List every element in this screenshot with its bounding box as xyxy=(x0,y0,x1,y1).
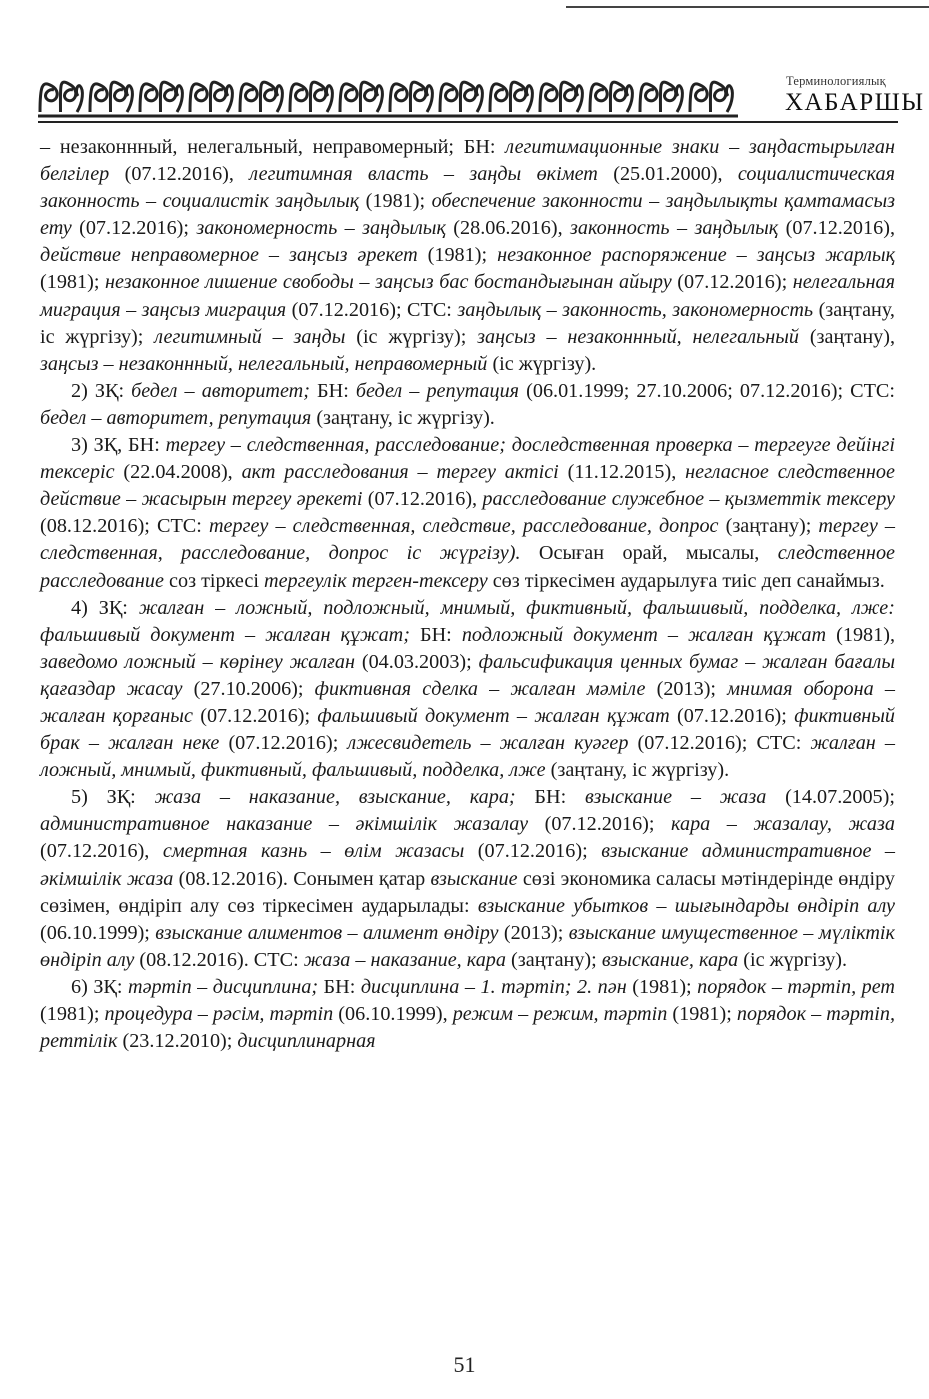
italic-term: дисциплина – 1. тәртіп; 2. пән xyxy=(360,975,627,998)
text-run: (28.06.2016), xyxy=(445,217,571,240)
italic-term: режим – режим, тәртіп xyxy=(452,1003,668,1025)
italic-term: кара – жазалау, жаза xyxy=(671,813,895,836)
ornament-band xyxy=(38,72,738,120)
header-rule xyxy=(38,121,898,123)
text-run: (1981); xyxy=(40,271,106,294)
text-run: (07.12.2016); xyxy=(71,217,197,240)
text-run: (заңтану, іс жүргізу). xyxy=(311,406,495,429)
italic-term: легитимационные знаки – заңдастырылған белгілер xyxy=(40,136,895,186)
italic-term: фиктивный брак – жалған неке xyxy=(40,704,896,755)
italic-term: расследование служебное – қызметтік тексеру xyxy=(482,488,896,511)
italic-term: бедел – авторитет, репутация xyxy=(40,406,312,429)
text-run: (08.12.2016); СТС: xyxy=(40,515,209,538)
italic-term: тәртіп – дисциплина; xyxy=(128,975,319,998)
italic-term: смертная казнь – өлім жазасы xyxy=(162,840,465,863)
italic-term: заңдылық – законность, закономерность xyxy=(457,298,814,321)
text-run: (06.10.1999), xyxy=(333,1003,453,1025)
italic-term: социалистическая законность – социалистік заңдылық xyxy=(40,163,895,213)
text-run: (07.12.2016), xyxy=(362,488,483,511)
italic-term: фиктивная сделка – жалған мәміле xyxy=(314,677,646,700)
italic-term: действие неправомерное – заңсыз әрекет xyxy=(40,244,418,267)
italic-term: фальшивый документ – жалған құжат xyxy=(317,704,670,727)
paragraph-p-4 xyxy=(40,595,895,785)
text-run: (08.12.2016). Сонымен қатар xyxy=(173,867,431,890)
text-run: (2013); xyxy=(498,921,569,944)
text-run: (заңтану, іс жүргізу). xyxy=(545,759,730,782)
text-run: (07.12.2016); xyxy=(464,840,602,863)
paragraph-p-2 xyxy=(40,378,895,432)
italic-term: жалған – ложный, мнимый, фиктивный, фальшивый, подделка, лже xyxy=(40,732,895,782)
text-run: (заңтану), xyxy=(799,325,895,348)
italic-term: легитимный – заңды xyxy=(154,325,346,348)
italic-term: взыскание xyxy=(430,867,518,890)
italic-term: обеспечение законности – заңдылықты қамтамасыз ету xyxy=(40,190,895,240)
text-run: (07.12.2016); xyxy=(671,271,793,294)
text-run: 2) ЗҚ: xyxy=(71,379,132,402)
paragraph-p-cont xyxy=(40,134,895,378)
italic-term: незаконное распоряжение – заңсыз жарлық xyxy=(497,244,896,267)
italic-term: нелегальная миграция – заңсыз миграция xyxy=(40,271,895,321)
italic-term: тергеулік терген-тексеру xyxy=(264,569,488,592)
text-run: (04.03.2003); xyxy=(355,650,479,673)
text-run: (22.04.2008), xyxy=(114,461,242,484)
text-run: (07.12.2016); xyxy=(219,732,348,755)
italic-term: взыскание имущественное – мүліктік өндіріп алу xyxy=(40,921,895,971)
text-run: (07.12.2016); xyxy=(192,704,318,727)
text-run: (іс жүргізу). xyxy=(738,948,848,971)
text-run: (11.12.2015), xyxy=(558,461,686,484)
text-run: БН: xyxy=(309,379,356,402)
journal-title-small: Терминологиялық xyxy=(786,74,886,88)
top-rule xyxy=(566,6,929,8)
text-run: Осыған орай, мысалы, xyxy=(520,542,778,565)
text-run: (08.12.2016). СТС: xyxy=(134,948,304,971)
article-body xyxy=(40,134,895,1055)
italic-term: порядок – тәртіп, рет xyxy=(697,975,895,998)
text-run: (заңтану, іс жүргізу); xyxy=(40,298,895,348)
italic-term: мнимая оборона – жалған қорғаныс xyxy=(40,677,895,727)
journal-title: ХАБАРШЫ xyxy=(785,89,925,116)
italic-term: заңсыз – незаконнный, нелегальный xyxy=(477,325,800,348)
text-run: сөз тіркесімен аударылуға тиіс деп санаймыз. xyxy=(487,569,885,592)
italic-term: незаконное лишение свободы – заңсыз бас бостандығынан айыру xyxy=(105,271,672,294)
italic-term: следственное расследование xyxy=(40,542,895,592)
text-run: БН: xyxy=(515,786,585,809)
text-run: (14.07.2005); xyxy=(766,786,895,809)
italic-term: административное наказание – әкімшілік жазалау xyxy=(40,813,529,836)
text-run: (07.12.2016); xyxy=(669,704,795,727)
text-run: (іс жүргізу). xyxy=(487,352,597,375)
text-run: 3) ЗҚ, БН: xyxy=(71,434,166,457)
italic-term: легитимная власть – заңды өкімет xyxy=(249,163,598,186)
paragraph-p-5 xyxy=(40,784,895,974)
text-run: (06.10.1999); xyxy=(40,921,156,944)
text-run: (07.12.2016), xyxy=(778,217,895,240)
italic-term: процедура – рәсім, тәртіп xyxy=(104,1003,334,1025)
italic-term: дисциплинарная xyxy=(237,1030,376,1053)
italic-term: взыскание убытков – шығындарды өндіріп алу xyxy=(477,894,895,917)
paragraph-p-3 xyxy=(40,432,895,595)
text-run: – незаконнный, нелегальный, неправомерный; БН: xyxy=(40,136,506,158)
text-run: (25.01.2000), xyxy=(597,163,738,186)
text-run: БН: xyxy=(409,623,462,646)
text-run: соз тіркесі xyxy=(163,569,264,592)
text-run: 4) ЗҚ: xyxy=(71,596,139,619)
paragraph-p-6 xyxy=(40,974,895,1055)
italic-term: бедел – репутация xyxy=(355,379,520,402)
text-run: (07.12.2016); xyxy=(528,813,672,836)
text-run: (1981), xyxy=(826,623,896,646)
page-number: 51 xyxy=(453,1352,476,1377)
italic-term: порядок – тәртіп, реттілік xyxy=(40,1003,895,1053)
text-run: (1981); xyxy=(667,1003,737,1025)
italic-term: взыскание административное – әкімшілік жаза xyxy=(40,840,895,890)
italic-term: тергеу – следственная, расследование, допрос іс жүргізу). xyxy=(40,515,896,565)
italic-term: взыскание, кара xyxy=(601,948,739,971)
italic-term: тергеу – следственная, следствие, расследование, допрос xyxy=(208,515,719,538)
italic-term: негласное следственное действие – жасырын тергеу әрекеті xyxy=(40,461,895,511)
italic-term: акт расследования – тергеу актісі xyxy=(241,461,559,484)
text-run: (2013); xyxy=(645,677,728,700)
text-run: (27.10.2006); xyxy=(182,677,315,700)
text-run: 6) ЗҚ: xyxy=(71,975,129,998)
italic-term: взыскание алиментов – алимент өндіру xyxy=(155,921,499,944)
text-run: (заңтану); xyxy=(506,948,602,971)
italic-term: подложный документ – жалған құжат xyxy=(461,623,827,646)
text-run: (06.01.1999; 27.10.2006; 07.12.2016); СТС: xyxy=(519,379,895,402)
text-run: (1981); xyxy=(626,975,698,998)
text-run: (іс жүргізу); xyxy=(345,325,478,348)
text-run: (23.12.2010); xyxy=(117,1030,238,1053)
italic-term: законность – заңдылық xyxy=(570,217,779,240)
text-run: сөзі экономика саласы мәтіндерінде өндіру сөзімен, өндіріп алу сөз тіркесімен аударылады: xyxy=(40,867,895,917)
italic-term: закономерность – заңдылық xyxy=(196,217,446,240)
italic-term: жалған – ложный, подложный, мнимый, фиктивный, фальшивый, подделка, лже: фальшивый документ – жалған құжат; xyxy=(40,596,895,646)
text-run: (1981); xyxy=(40,1003,105,1025)
text-run: 5) ЗҚ: xyxy=(71,786,155,809)
italic-term: фальсификация ценных бумаг – жалған бағалы қағаздар жасау xyxy=(40,650,896,700)
text-run: (07.12.2016), xyxy=(40,840,163,863)
page-header xyxy=(38,60,925,124)
text-run: (07.12.2016); СТС: xyxy=(286,298,458,321)
italic-term: заведомо ложный – көрінеу жалған xyxy=(40,650,355,673)
italic-term: тергеу – следственная, расследование; доследственная проверка – тергеуге дейінгі тексеріс xyxy=(40,434,895,484)
italic-term: бедел – авторитет; xyxy=(131,379,310,402)
italic-term: заңсыз – незаконнный, нелегальный, неправомерный xyxy=(40,352,488,375)
text-run: (1981); xyxy=(359,190,432,213)
text-run: (07.12.2016); СТС: xyxy=(628,732,811,755)
text-run: (1981); xyxy=(417,244,498,267)
italic-term: взыскание – жаза xyxy=(584,786,767,809)
text-run: БН: xyxy=(318,975,361,998)
italic-term: жаза – наказание, взыскание, кара; xyxy=(154,786,516,809)
text-run: (заңтану); xyxy=(718,515,819,538)
text-run: (07.12.2016), xyxy=(109,163,250,186)
italic-term: лжесвидетель – жалған куәгер xyxy=(347,732,629,755)
italic-term: жаза – наказание, кара xyxy=(303,948,506,971)
